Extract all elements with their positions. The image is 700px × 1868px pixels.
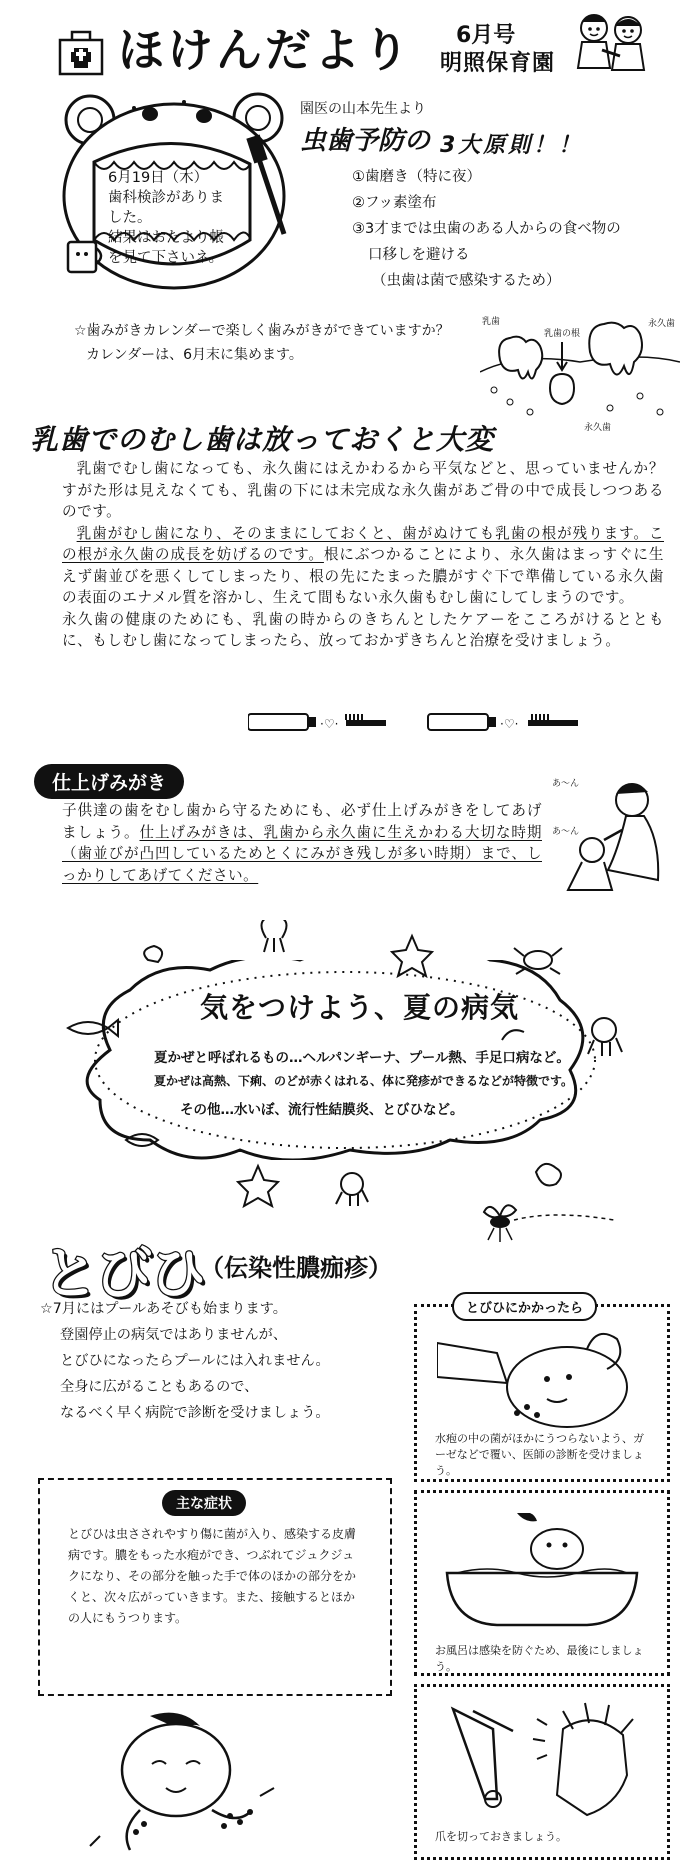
baby-teeth-underlined: 乳歯がむし歯になり、そのままにしておくと、歯がぬけても乳歯の根が残ります。この根が永久歯の成長を妨げるのです。	[62, 524, 664, 563]
teeth-label: 永久歯	[648, 319, 676, 329]
tobihi-heading: とびひ	[42, 1242, 204, 1307]
svg-text:·♡·: ·♡·	[320, 717, 339, 731]
newsletter-title: ほけんだより	[118, 23, 412, 77]
teeth-diagram	[480, 312, 680, 432]
summer-illness-line: 夏かぜと呼ばれるもの…ヘルパンギーナ、プール熱、手足口病など。	[154, 1050, 570, 1066]
rule-item: ②フッ素塗布	[352, 195, 437, 211]
children-illustration	[572, 10, 652, 74]
tobihi-care-panel	[414, 1304, 670, 1482]
if-tobihi-title: とびひにかかったら	[452, 1292, 597, 1321]
nails-caption: 爪を切っておきましょう。	[435, 1830, 567, 1843]
baby-teeth-heading: 乳歯でのむし歯は放っておくと大変	[30, 423, 495, 456]
bath-panel	[414, 1490, 670, 1676]
tobihi-line: ☆7月にはプールあそびも始まります。	[40, 1301, 287, 1317]
doctor-from: 園医の山本先生より	[300, 101, 426, 117]
tobihi-line: 全身に広がることもあるので、	[60, 1379, 259, 1395]
speech-bubble-text: あ〜ん	[552, 779, 580, 789]
nail-clipper-illustration	[433, 1699, 653, 1819]
child-scratching-illustration	[80, 1706, 290, 1856]
tobihi-line: とびひになったらプールには入れません。	[60, 1353, 330, 1369]
rule-item: ③3才までは虫歯のある人からの食べ物の	[352, 221, 621, 237]
summer-illness-line: その他…水いぼ、流行性結膜炎、とびひなど。	[180, 1102, 464, 1118]
apply-gauze-illustration	[437, 1323, 647, 1433]
rule-item: 口移しを避ける	[368, 247, 470, 263]
finish-brushing-paragraph	[62, 800, 542, 886]
rule-item: （虫歯は菌で感染するため）	[372, 273, 561, 289]
teeth-label: 乳歯の根	[544, 329, 581, 339]
nails-panel	[414, 1684, 670, 1860]
symptoms-box	[38, 1478, 392, 1696]
calendar-line: カレンダーは、6月末に集めます。	[86, 347, 303, 363]
issue-month: 6月号	[456, 23, 516, 48]
toothbrush-border-decoration	[248, 704, 628, 738]
calendar-line: ☆歯みがきカレンダーで楽しく歯みがきができていますか？	[74, 323, 450, 339]
tobihi-line: 登園停止の病気ではありませんが、	[60, 1327, 288, 1343]
checkup-note-line: 歯科検診がありま	[108, 190, 224, 206]
checkup-note-line: した。	[108, 210, 152, 226]
bath-illustration	[437, 1513, 647, 1633]
symptoms-text: とびひは虫さされやすり傷に菌が入り、感染する皮膚病です。膿をもった水疱ができ、つぶれてジュクジュクになり、その部分を触った手で体のほかの部分をかくと、次々広がっていきます。また、接触するとほかの人にもうつります。	[68, 1527, 357, 1625]
doctor-headline-b: 3大原則！！	[440, 133, 584, 158]
symptoms-title: 主な症状	[162, 1490, 246, 1516]
tobihi-subheading: （伝染性膿痂疹）	[200, 1254, 392, 1282]
care-caption: 水疱の中の菌がほかにうつらないよう、ガーゼなどで覆い、医師の診断を受けましょう。	[435, 1432, 644, 1477]
baby-teeth-paragraph-2	[62, 523, 664, 609]
rule-item: ①歯磨き（特に夜）	[352, 169, 481, 185]
teeth-label: 乳歯	[482, 317, 501, 327]
doctor-headline-a: 虫歯予防の	[300, 126, 431, 156]
checkup-note	[108, 168, 248, 268]
finish-brushing-underlined: 仕上げみがきは、乳歯から永久歯に生えかわる大切な時期（歯並びが凸凹しているためとくにみがき残しが多い時期）まで、しっかりしてあげてください。	[62, 823, 542, 884]
mosquito-illustration	[480, 1196, 620, 1246]
baby-teeth-paragraph-3: 永久歯の健康のためにも、乳歯の時からのきちんとしたケアーをこころがけるとともに、もしむし歯になってしまったら、放っておかずきちんと治療を受けましょう。	[62, 610, 664, 649]
prevention-rules	[352, 164, 621, 294]
bath-caption: お風呂は感染を防ぐため、最後にしましょう。	[435, 1644, 644, 1673]
summer-illness-title: 気をつけよう、夏の病気	[200, 991, 520, 1024]
teeth-label: 永久歯	[584, 423, 612, 433]
baby-teeth-body	[62, 458, 664, 652]
checkup-note-line: 6月19日（木）	[108, 170, 209, 186]
tobihi-intro	[40, 1296, 330, 1426]
parent-brushing-illustration	[548, 770, 678, 900]
finish-brushing-body	[62, 800, 542, 886]
speech-bubble-text: あ〜ん	[552, 827, 580, 837]
checkup-note-line: を見て下さいネ。	[108, 250, 224, 266]
checkup-note-line: 結果はおたより帳	[108, 230, 224, 246]
baby-teeth-paragraph-1: 乳歯でむし歯になっても、永久歯にはえかわるから平気などと、思っていませんか？すがた形は見えなくても、乳歯の下には未完成な永久歯があご骨の中で成長しつつあるのです。	[62, 460, 664, 520]
school-name: 明照保育園	[440, 51, 556, 76]
finish-brushing-text: 子供達の歯をむし歯から守るためにも、必ず仕上げみがきをしてあげましょう。	[62, 802, 542, 841]
tobihi-line: なるべく早く病院で診断を受けましょう。	[60, 1405, 330, 1421]
baby-teeth-paragraph-2-rest: 根にぶつかることにより、永久歯はまっすぐに生えず歯並びを悪くしてしまったり、根の先にたまった膿がすぐ下で準備している永久歯の表面のエナメル質を溶かし、生えて間もない永久歯もむし歯にしてしまうのです。	[62, 546, 664, 606]
summer-illness-line: 夏かぜは高熱、下痢、のどが赤くはれる、体に発疹ができるなどが特徴です。	[154, 1074, 574, 1088]
first-aid-box-illustration	[52, 22, 110, 78]
finish-brushing-label: 仕上げみがき	[34, 764, 184, 799]
svg-text:·♡·: ·♡·	[500, 717, 519, 731]
